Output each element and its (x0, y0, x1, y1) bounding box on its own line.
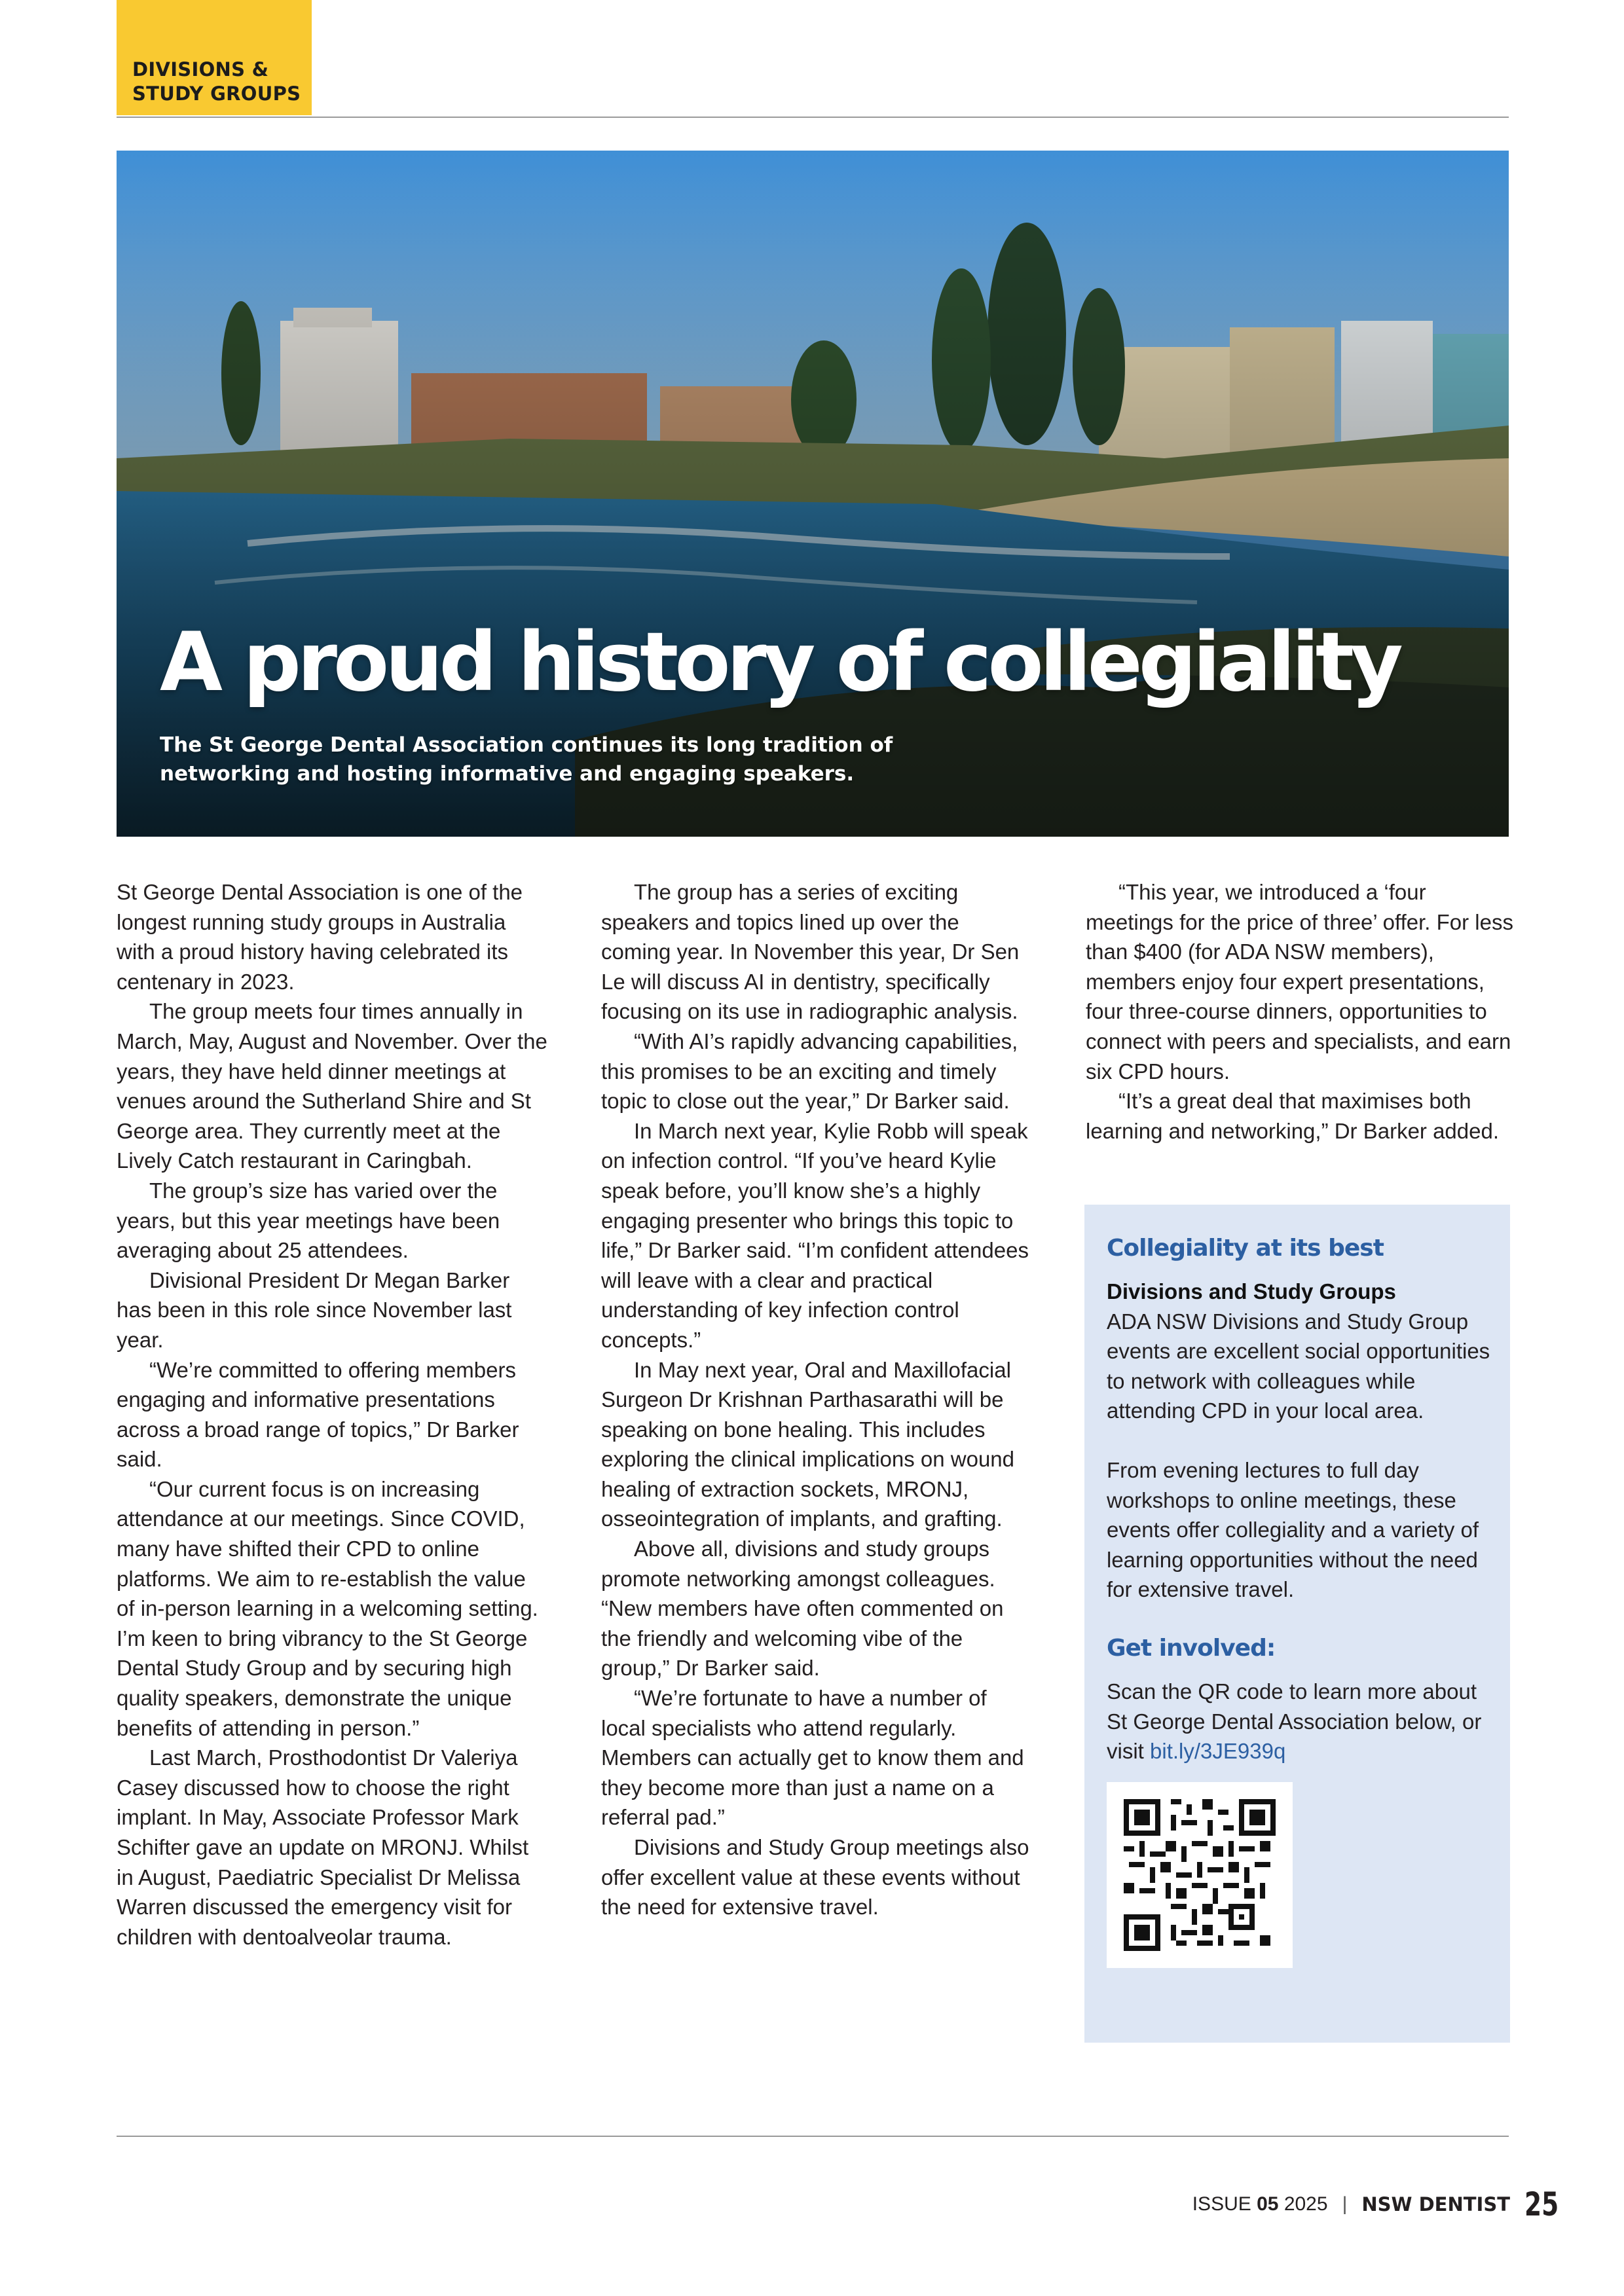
paragraph: “With AI’s rapidly advancing capabilities, this promises to be an exciting and timely topic to close out the year,” Dr Barker said. (601, 1029, 1018, 1114)
sidebar-box (1084, 1205, 1510, 2043)
scan-instructions: Scan the QR code to learn more about St George Dental Association below, or visit (1107, 1679, 1482, 1764)
section-tab (117, 0, 312, 115)
issue-label: ISSUE (1192, 2193, 1251, 2215)
section-label-line1: DIVISIONS & (132, 58, 269, 81)
magazine-name: NSW DENTIST (1361, 2193, 1510, 2215)
article-column-1 (117, 877, 549, 1952)
page-subtitle (160, 731, 932, 788)
paragraph: Divisions and Study Group meetings also offer excellent value at these events without the need for extensive travel. (601, 1835, 1029, 1920)
get-involved-heading: Get involved: (1107, 1634, 1276, 1662)
top-divider (117, 117, 1509, 118)
page-footer (1192, 2185, 1559, 2223)
sidebar-subheading: Divisions and Study Groups (1107, 1279, 1396, 1303)
paragraph: Last March, Prosthodontist Dr Valeriya Casey discussed how to choose the right implant. In May, Associate Professor Mark Schifter gave an update on MRONJ. Whilst in August, Paediatric Specialist Dr Melissa Warren discussed the emergency visit for children with dentoalveolar trauma. (117, 1745, 529, 1949)
paragraph: “We’re fortunate to have a number of local specialists who attend regularly. Members can actually get to know them and they become more than just a name on a referral pad.” (601, 1686, 1024, 1830)
paragraph: “We’re committed to offering members engaging and informative presentations across a broad range of topics,” Dr Barker said. (117, 1357, 519, 1472)
paragraph: St George Dental Association is one of the longest running study groups in Australia with a proud history having celebrated its centenary in 2023. (117, 880, 523, 994)
article-column-2 (601, 877, 1033, 1922)
article-column-3 (1086, 877, 1518, 1146)
sidebar-heading: Collegiality at its best (1107, 1235, 1384, 1262)
paragraph: The group’s size has varied over the years, but this year meetings have been averaging about 25 attendees. (117, 1178, 500, 1263)
bottom-divider (117, 2136, 1509, 2137)
qr-code-container[interactable] (1107, 1782, 1293, 1968)
issue-year: 2025 (1283, 2193, 1328, 2215)
sidebar-paragraph: ADA NSW Divisions and Study Group events are excellent social opportunities to network with colleagues while attending CPD in your local area. (1107, 1309, 1490, 1423)
footer-separator: | (1342, 2193, 1348, 2215)
sidebar-paragraph: From evening lectures to full day workshops to online meetings, these events offer collegiality and a variety of learning opportunities without the need for extensive travel. (1107, 1457, 1479, 1602)
paragraph: In March next year, Kylie Robb will speak on infection control. “If you’ve heard Kylie speak before, you’ll know she’s a highly engaging presenter who brings this topic to life,” Dr Barker said. “I’m confident attendees will leave with a clear and practical understanding of key infection control concepts.” (601, 1118, 1029, 1352)
issue-info (1192, 2193, 1328, 2215)
page-number: 25 (1524, 2185, 1559, 2223)
paragraph: “It’s a great deal that maximises both learning and networking,” Dr Barker added. (1086, 1089, 1500, 1143)
subtitle-line2: networking and hosting informative and engaging speakers. (160, 762, 855, 786)
paragraph: The group meets four times annually in March, May, August and November. Over the years, they have held dinner meetings at venues around the Sutherland Shire and St George area. They currently meet at the Lively Catch restaurant in Caringbah. (117, 999, 547, 1173)
section-label-line2: STUDY GROUPS (132, 82, 301, 105)
page-title: A proud history of collegiality (160, 615, 1399, 710)
subtitle-line1: The St George Dental Association continues its long tradition of (160, 733, 893, 757)
paragraph: Divisional President Dr Megan Barker has been in this role since November last year. (117, 1267, 512, 1352)
website-link[interactable]: bit.ly/3JE939q (1150, 1739, 1286, 1764)
paragraph: In May next year, Oral and Maxillofacial Surgeon Dr Krishnan Parthasarathi will be speaking on bone healing. This includes exploring the clinical implications on wound healing of extraction sockets, MRONJ, osseointegration of implants, and grafting. (601, 1357, 1015, 1531)
qr-code-icon (1124, 1799, 1276, 1951)
issue-number: 05 (1257, 2193, 1279, 2215)
hero-image (117, 151, 1509, 837)
scan-text (1107, 1677, 1490, 1766)
paragraph: “This year, we introduced a ‘four meetings for the price of three’ offer. For less than $400 (for ADA NSW members), members enjoy four expert presentations, four three-course dinners, opportunities to connect with peers and specialists, and earn six CPD hours. (1086, 880, 1513, 1084)
paragraph: “Our current focus is on increasing attendance at our meetings. Since COVID, many have shifted their CPD to online platforms. We aim to re-establish the value of in-person learning in a welcoming setting. I’m keen to bring vibrancy to the St George Dental Study Group and by securing high quality speakers, demonstrate the unique benefits of attending in person.” (117, 1476, 538, 1740)
paragraph: Above all, divisions and study groups promote networking amongst colleagues. “New members have often commented on the friendly and welcoming vibe of the group,” Dr Barker said. (601, 1537, 1004, 1681)
paragraph: The group has a series of exciting speakers and topics lined up over the coming year. In November this year, Dr Sen Le will discuss AI in dentistry, specifically focusing on its use in radiographic analysis. (601, 880, 1020, 1024)
